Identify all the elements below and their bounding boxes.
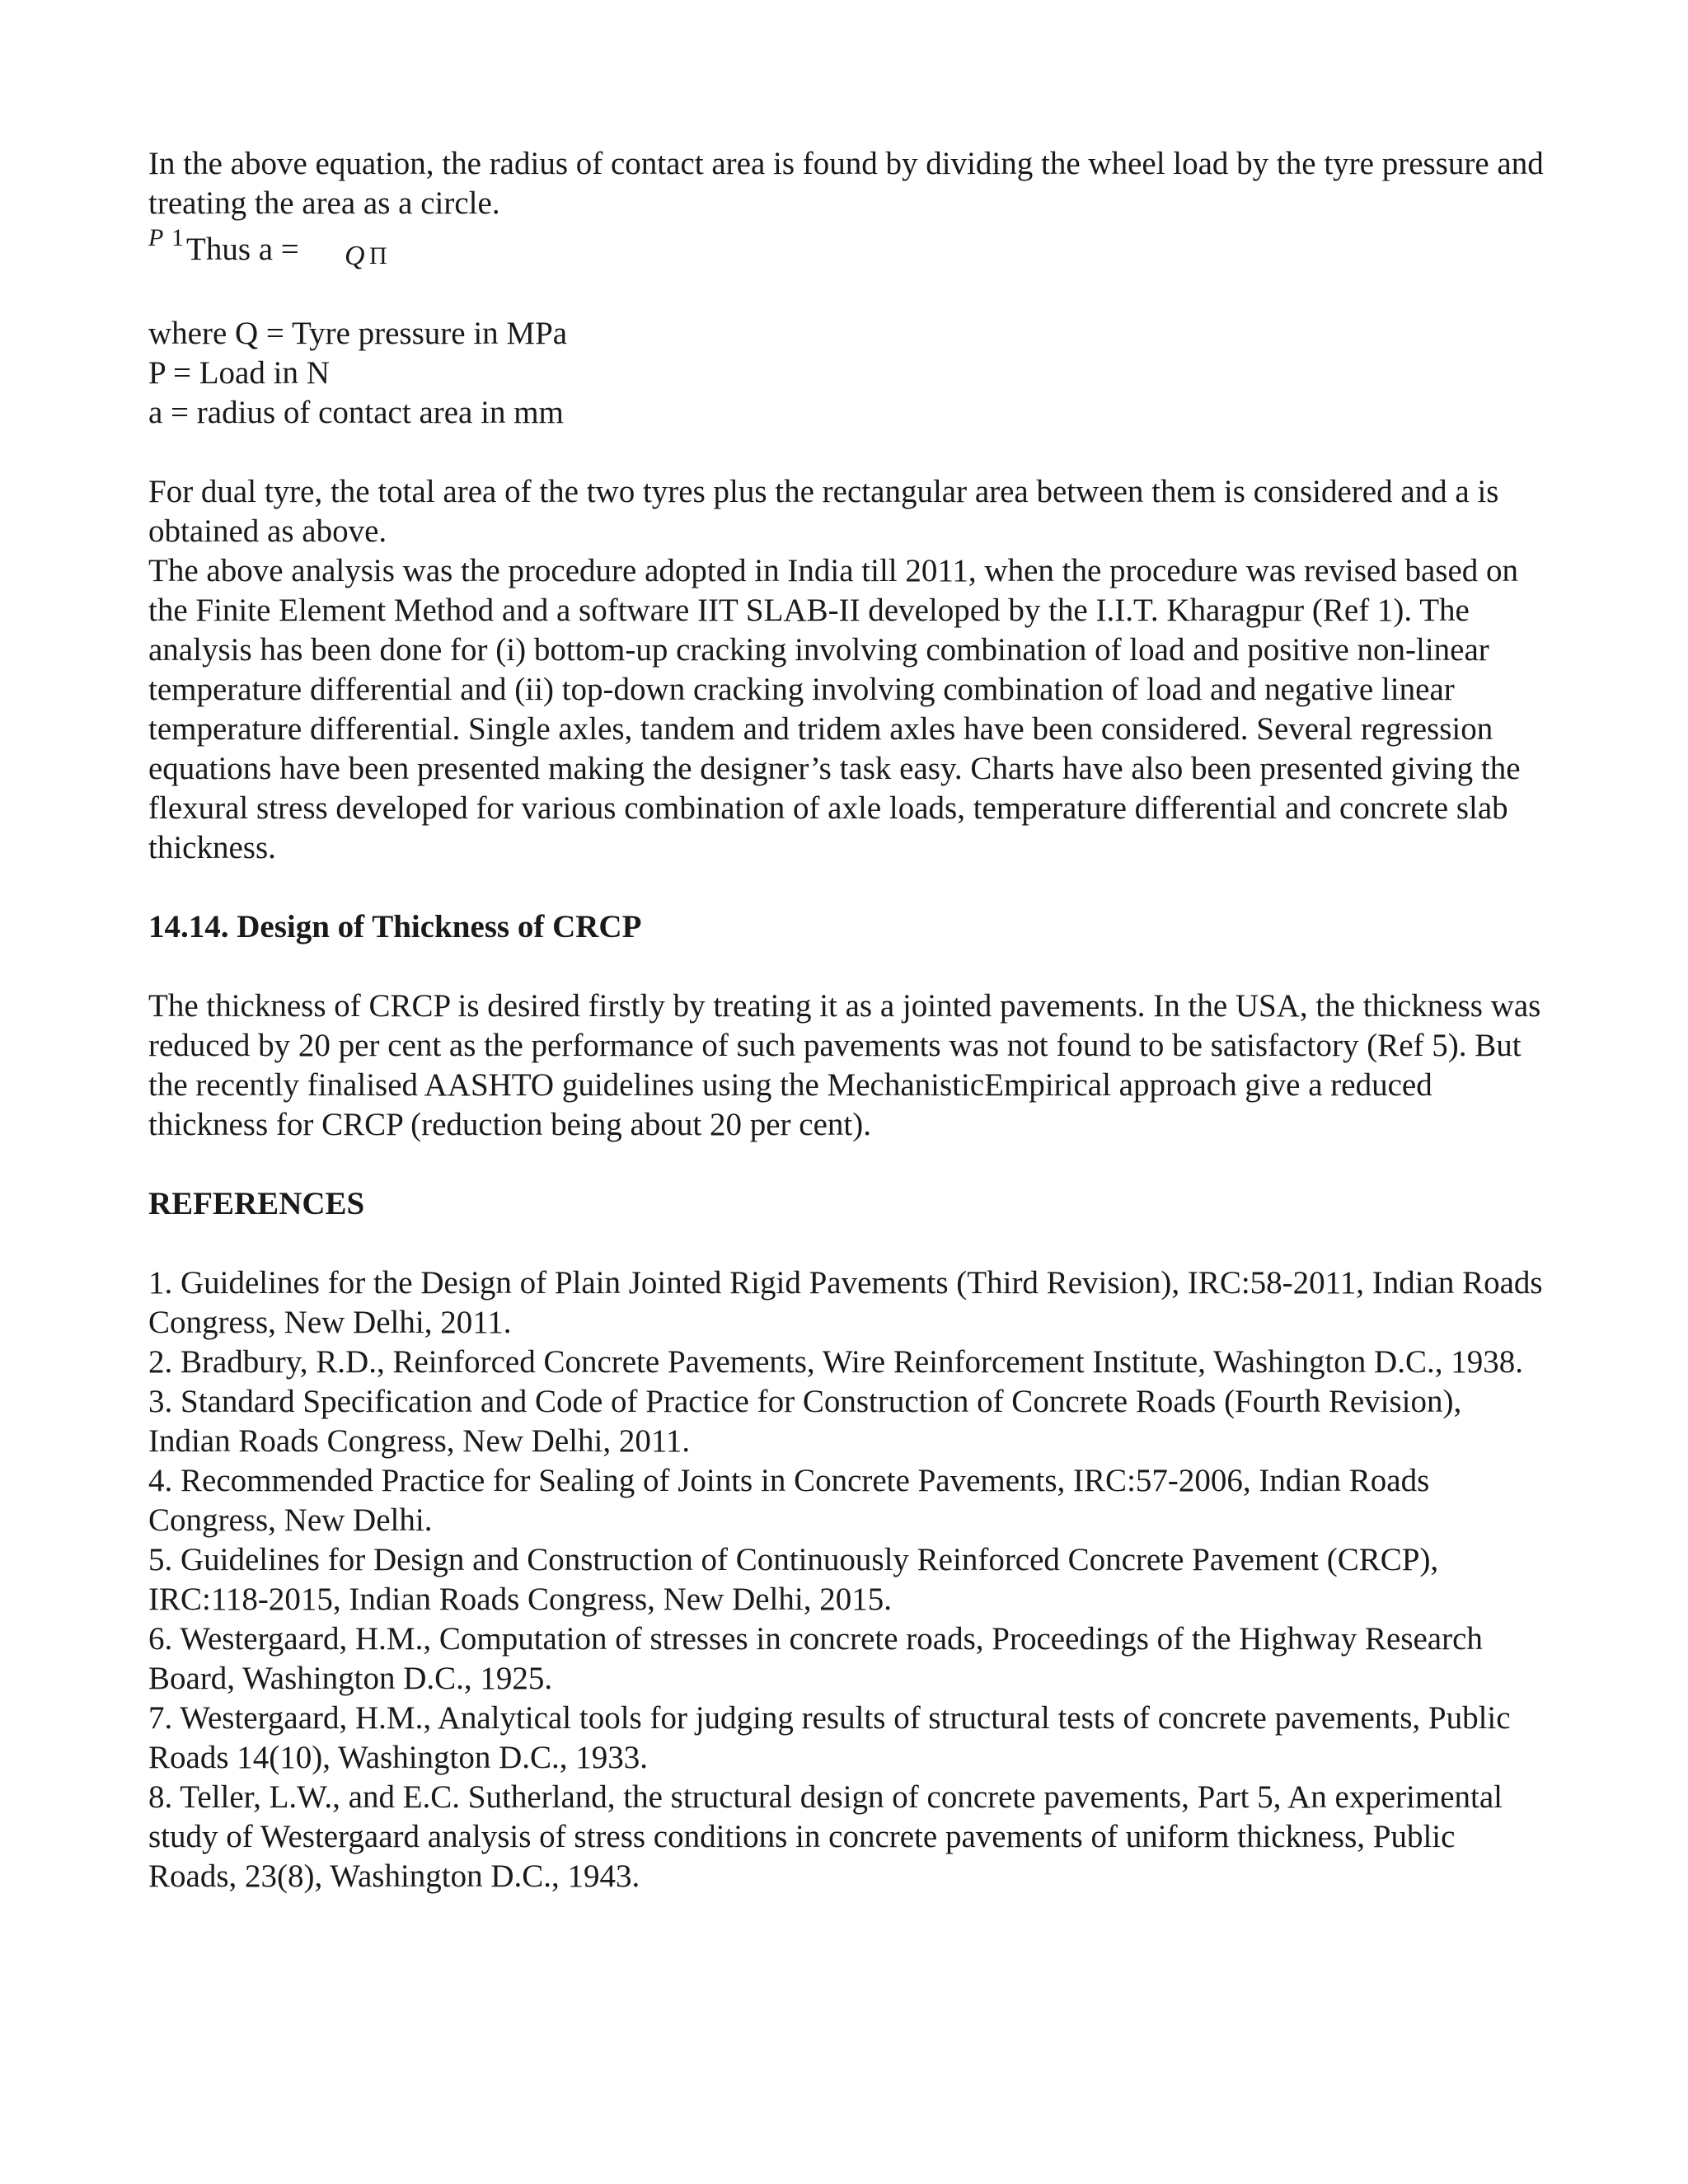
- references-heading: REFERENCES: [148, 1186, 365, 1221]
- contact-radius-formula: [148, 223, 1550, 274]
- spacer: [148, 868, 1550, 907]
- reference-item: 8. Teller, L.W., and E.C. Sutherland, the structural design of concrete pavements, Part 5, An experimental study of Westergaard analysis of stress conditions in concrete pavements of uniform thickness, Public Roads, 23(8), Washington D.C., 1943.: [148, 1779, 1503, 1894]
- reference-item: 7. Westergaard, H.M., Analytical tools for judging results of structural tests of concrete pavements, Public Roads 14(10), Washington D.C., 1933.: [148, 1700, 1511, 1775]
- crcp-paragraph: The thickness of CRCP is desired firstly by treating it as a jointed pavements. In the USA, the thickness was reduced by 20 per cent as the performance of such pavements was not found to be satisfactory (Ref 5). But the recently finalised AASHTO guidelines using the MechanisticEmpirical approach give a reduced thickness for CRCP (reduction being about 20 per cent).: [148, 988, 1541, 1142]
- formula-q: Q: [345, 241, 365, 271]
- formula-one: 1: [171, 224, 184, 251]
- intro-paragraph: In the above equation, the radius of contact area is found by dividing the wheel load by the tyre pressure and treating the area as a circle.: [148, 146, 1544, 221]
- analysis-paragraph: The above analysis was the procedure adopted in India till 2011, when the procedure was revised based on the Finite Element Method and a software IIT SLAB-II developed by the I.I.T. Kharagpur (Ref 1). The analysis has been done for (i) bottom-up cracking involving combination of load and positive non-linear temperature differential and (ii) top-down cracking involving combination of load and negative linear temperature differential. Single axles, tandem and tridem axles have been considered. Several regression equations have been presented making the designer’s task easy. Charts have also been presented giving the flexural stress developed for various combination of axle loads, temperature differential and concrete slab thickness.: [148, 553, 1521, 865]
- formula-pi: Π: [369, 242, 387, 269]
- reference-item: 3. Standard Specification and Code of Practice for Construction of Concrete Roads (Fourth Revision), Indian Roads Congress, New Delhi, 2011.: [148, 1384, 1462, 1459]
- dual-tyre-paragraph: For dual tyre, the total area of the two tyres plus the rectangular area between them is considered and a is obtained as above.: [148, 474, 1499, 549]
- spacer: [148, 274, 1550, 314]
- formula-p: P: [148, 224, 164, 251]
- spacer: [148, 947, 1550, 987]
- spacer: [148, 433, 1550, 472]
- where-line: a = radius of contact area in mm: [148, 395, 564, 430]
- reference-item: 4. Recommended Practice for Sealing of Joints in Concrete Pavements, IRC:57-2006, Indian Roads Congress, New Delhi.: [148, 1463, 1430, 1538]
- reference-item: 2. Bradbury, R.D., Reinforced Concrete Pavements, Wire Reinforcement Institute, Washington D.C., 1938.: [148, 1344, 1523, 1380]
- where-line: P = Load in N: [148, 355, 330, 391]
- where-line: where Q = Tyre pressure in MPa: [148, 316, 568, 351]
- reference-item: 5. Guidelines for Design and Construction of Continuously Reinforced Concrete Pavement (CRCP), IRC:118-2015, Indian Roads Congress, New Delhi, 2015.: [148, 1542, 1439, 1617]
- section-heading: 14.14. Design of Thickness of CRCP: [148, 909, 642, 944]
- spacer: [148, 1145, 1550, 1184]
- spacer: [148, 1224, 1550, 1263]
- references-list: [148, 1263, 1550, 1896]
- document-page: [148, 144, 1550, 1896]
- reference-item: 1. Guidelines for the Design of Plain Jointed Rigid Pavements (Third Revision), IRC:58-2011, Indian Roads Congress, New Delhi, 2011.: [148, 1265, 1543, 1340]
- reference-item: 6. Westergaard, H.M., Computation of stresses in concrete roads, Proceedings of the Highway Research Board, Washington D.C., 1925.: [148, 1621, 1483, 1696]
- formula-thus: Thus a =: [186, 232, 299, 267]
